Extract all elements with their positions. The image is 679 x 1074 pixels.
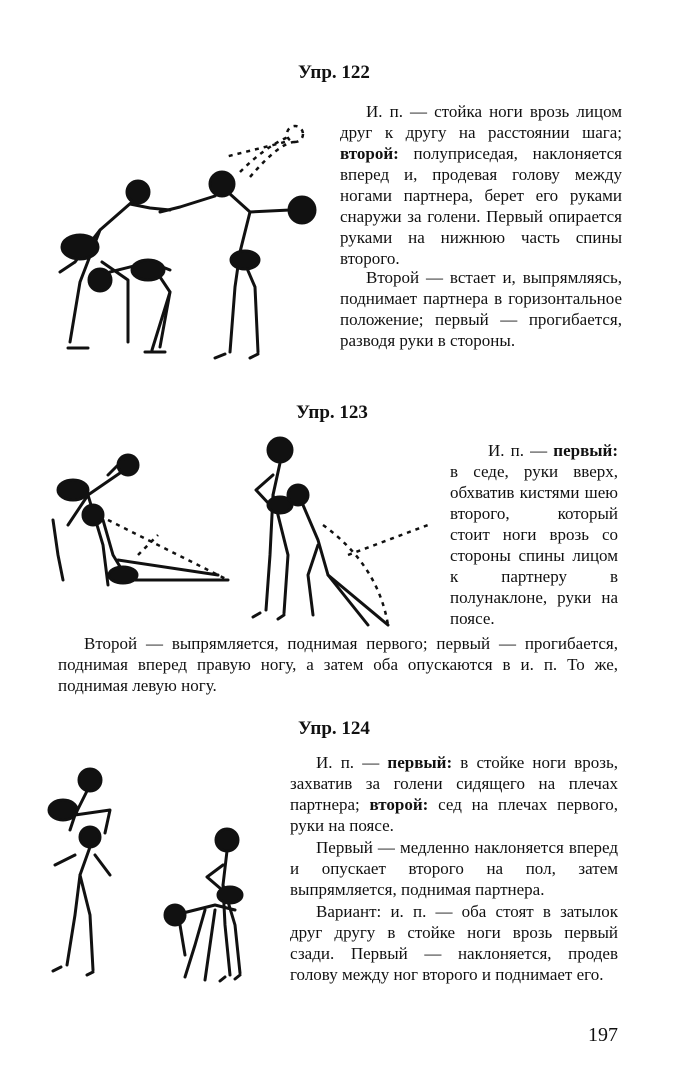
exercise-124-figure bbox=[35, 765, 275, 1005]
exercise-122-paragraph-1: И. п. — стойка ноги врозь лицом друг к другу на расстоянии шага; второй: полуприседая, наклоняется вперед и, продевая голову между ногами партнера, берет его руками снаружи за голени. Первый опирается руками на нижнюю часть спины второго. bbox=[340, 102, 622, 268]
exercise-122-figure bbox=[40, 112, 330, 372]
exercise-124-paragraph-1: И. п. — первый: в стойке ноги врозь, захватив за голени сидящего на плечах партнера; второй: сед на плечах первого, руки на поясе. bbox=[290, 753, 618, 835]
page-number: 197 bbox=[588, 1024, 618, 1046]
exercise-123-paragraph-2: Второй — выпрямляется, поднимая первого; первый — прогибается, поднимая вперед правую ногу, а затем оба опускаются в и. п. То же, поднимая левую ногу. bbox=[58, 634, 618, 695]
exercise-123-figure bbox=[48, 435, 448, 635]
exercise-122-title: Упр. 122 bbox=[298, 62, 370, 83]
exercise-124-paragraph-3: Вариант: и. п. — оба стоят в затылок друг другу в стойке ноги врозь первый сзади. Первый — наклоняется, продев голову между ног второго и поднимает его. bbox=[290, 902, 618, 984]
exercise-123-paragraph-1: И. п. — первый: в седе, руки вверх, обхватив кистями шею второго, который стоит ноги врозь со стороны спины лицом к партнеру в полунаклоне, руки на поясе. bbox=[450, 441, 618, 628]
exercise-123-title: Упр. 123 bbox=[296, 402, 368, 423]
exercise-124-paragraph-2: Первый — медленно наклоняется вперед и опускает второго на пол, затем выпрямляется, поднимая партнера. bbox=[290, 838, 618, 899]
exercise-122-paragraph-2: Второй — встает и, выпрямляясь, поднимает партнера в горизонтальное положение; первый — прогибается, разводя руки в стороны. bbox=[340, 268, 622, 350]
exercise-124-title: Упр. 124 bbox=[298, 718, 370, 739]
